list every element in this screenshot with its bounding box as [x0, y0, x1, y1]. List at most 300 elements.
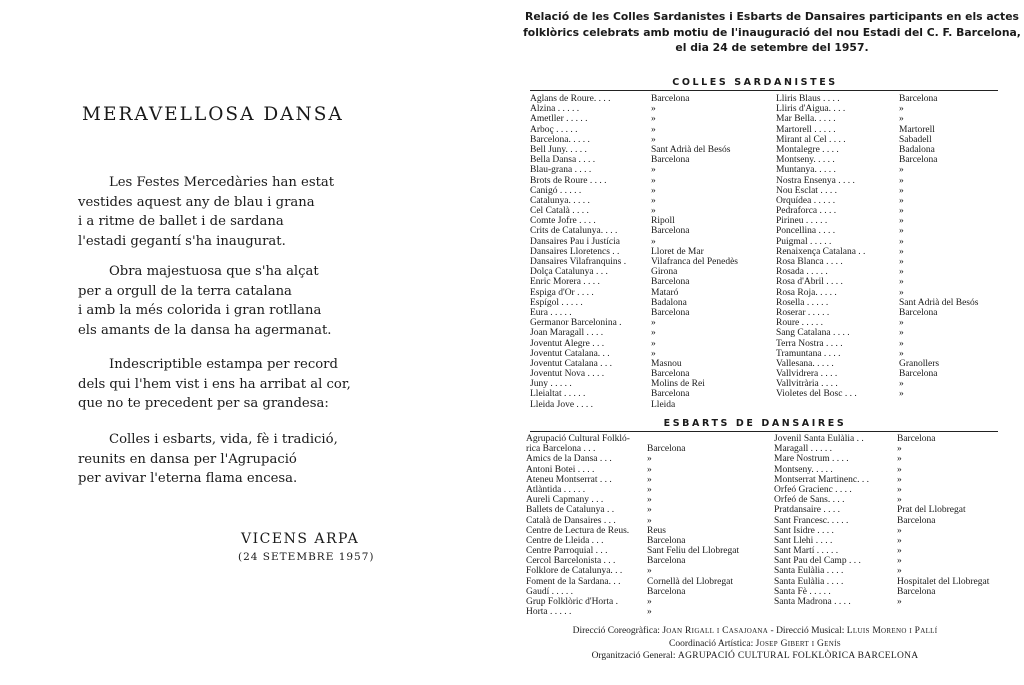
list-item [530, 308, 738, 318]
poem-line: l'estadi gegantí s'ha inaugurat. [78, 233, 286, 249]
group-place: » [651, 236, 656, 247]
list-item [530, 135, 738, 145]
list-item [776, 104, 978, 114]
list-item [526, 454, 739, 464]
list-item [526, 536, 739, 546]
program-header [520, 9, 1024, 56]
group-place: » [897, 546, 902, 557]
poem-line: Les Festes Mercedàries han estat [109, 175, 335, 190]
group-place: » [899, 195, 904, 206]
poem-line: i a ritme de ballet i de sardana [78, 214, 284, 230]
group-name: Barcelona. . . . . [530, 134, 590, 145]
list-item [774, 566, 989, 576]
group-name: Centre Parroquial . . . [526, 546, 608, 557]
list-item [526, 444, 739, 454]
group-name: Arboç . . . . . [530, 124, 578, 135]
list-item [526, 505, 739, 515]
group-place: Barcelona [651, 307, 690, 318]
group-name: Sang Catalana . . . . [776, 328, 850, 339]
list-item [530, 339, 738, 349]
group-name: Dansaires Vilafranquins . [530, 257, 627, 267]
list-item [776, 196, 978, 206]
group-place: » [651, 114, 656, 125]
list-item [526, 495, 739, 505]
group-name: Lleida Jove . . . . [530, 399, 594, 410]
group-name: Montseny. . . . . [774, 464, 833, 475]
list-item [776, 379, 978, 389]
list-item [530, 267, 738, 277]
group-name: Rosella . . . . . [776, 297, 829, 308]
group-name: Montalegre . . . . [776, 144, 839, 155]
group-place: Lleida [651, 399, 676, 410]
group-name: Alzina . . . . . [530, 104, 580, 115]
group-place: Sabadell [899, 134, 932, 145]
group-place: » [899, 216, 904, 227]
group-place: » [899, 165, 904, 176]
group-place: Barcelona [651, 226, 690, 237]
group-name: Brots de Roure . . . . [530, 175, 607, 186]
list-item [776, 135, 978, 145]
group-name: Tramuntana . . . . [776, 348, 841, 359]
list-item [774, 454, 989, 464]
list-item [530, 328, 738, 338]
list-item [530, 349, 738, 359]
group-place: » [899, 104, 904, 115]
group-name: Vallvitrària . . . . [776, 379, 838, 390]
group-place: » [897, 474, 902, 485]
group-place: » [899, 328, 904, 339]
credit-value: Josep Gibert i Genís [755, 639, 841, 649]
group-place: » [647, 515, 652, 526]
group-name: Ametller . . . . . [530, 114, 588, 125]
group-name: Sant Llehi . . . . [774, 535, 833, 546]
group-name: Centre de Lectura de Reus. [526, 525, 630, 536]
group-name: Poncellina . . . . [776, 226, 836, 237]
list-item [526, 475, 739, 485]
poem-author: VICENS ARPA [241, 531, 360, 547]
group-name: Atlàntida . . . . . [526, 484, 586, 495]
list-item [776, 206, 978, 216]
group-place: » [647, 495, 652, 506]
group-place: » [899, 348, 904, 359]
group-place: Barcelona [899, 369, 938, 380]
group-name: Mirant al Cel . . . . [776, 134, 846, 145]
list-item [774, 475, 989, 485]
list-item [776, 288, 978, 298]
list-item [530, 196, 738, 206]
list-item [776, 155, 978, 165]
credit-value: AGRUPACIÓ CULTURAL FOLKLÒRICA BARCELONA [677, 651, 919, 661]
group-name: Foment de la Sardana. . . [526, 576, 621, 587]
group-place: Barcelona [899, 155, 938, 166]
list-item [776, 328, 978, 338]
list-item [530, 389, 738, 399]
group-name: Bella Dansa . . . . [530, 155, 596, 166]
list-item [776, 339, 978, 349]
group-place: Sant Adrià del Besós [651, 144, 731, 155]
group-place: » [651, 338, 656, 349]
list-item [774, 434, 989, 444]
list-item [774, 546, 989, 556]
group-name: Amics de la Dansa . . . [526, 454, 612, 465]
group-name: Pirineu . . . . . [776, 216, 828, 227]
credit-line [520, 638, 990, 650]
group-name: Joventut Alegre . . . [530, 338, 605, 349]
group-name: Gaudí . . . . . [526, 586, 573, 597]
list-item [776, 308, 978, 318]
list-item [530, 369, 738, 379]
group-name: Juny . . . . . [530, 379, 572, 390]
group-place: » [899, 318, 904, 329]
group-name: Lleialtat . . . . . [530, 389, 586, 400]
group-name: Roure . . . . . [776, 318, 823, 329]
group-place: Ripoll [651, 216, 675, 227]
group-place: Prat del Llobregat [897, 505, 966, 516]
group-place: » [897, 464, 902, 475]
list-item [530, 288, 738, 298]
group-name: Terra Nostra . . . . [776, 338, 843, 349]
group-name: Martorell . . . . . [776, 124, 836, 135]
group-name: Sant Pau del Camp . . . [774, 556, 861, 567]
esbarts-list-right [774, 434, 989, 607]
group-place: » [897, 597, 902, 607]
list-item [776, 318, 978, 328]
list-item [526, 516, 739, 526]
group-name: Crits de Catalunya. . . . [530, 226, 618, 237]
group-name: Comte Jofre . . . . [530, 216, 596, 227]
poem-line: Indescriptible estampa per record [109, 357, 338, 372]
group-place: » [897, 495, 902, 506]
group-place: Sant Feliu del Llobregat [647, 546, 740, 557]
group-name: Orfeó de Sans. . . . [774, 495, 845, 506]
group-name: Ateneu Montserrat . . . [526, 474, 612, 485]
list-item [776, 369, 978, 379]
group-place: » [647, 566, 652, 577]
group-place: » [651, 104, 656, 115]
list-item [530, 379, 738, 389]
group-place: » [899, 206, 904, 217]
group-place: Barcelona [897, 434, 936, 444]
poem-stanza [78, 430, 338, 489]
program-page [520, 0, 1024, 685]
group-place: » [651, 195, 656, 206]
group-place: Lloret de Mar [651, 246, 704, 257]
group-place: » [899, 226, 904, 237]
list-item [776, 257, 978, 267]
list-item [530, 104, 738, 114]
list-item [530, 318, 738, 328]
group-place: Girona [651, 267, 678, 278]
group-name: Pedraforca . . . . [776, 206, 837, 217]
group-place: Granollers [899, 358, 940, 369]
list-item [774, 505, 989, 515]
list-item [526, 434, 739, 444]
group-name: Bell Juny. . . . . [530, 144, 587, 155]
group-name: Espiga d'Or . . . . [530, 287, 594, 298]
group-name: Sant Martí . . . . . [774, 546, 839, 557]
group-name: Roserar . . . . . [776, 307, 830, 318]
group-name: Nou Esclat . . . . [776, 185, 837, 196]
group-name: Montserrat Martinenc. . . [774, 474, 869, 485]
list-item [526, 546, 739, 556]
list-item [530, 94, 738, 104]
list-item [526, 526, 739, 536]
group-name: Cel Català . . . . [530, 206, 589, 217]
group-place: Barcelona [647, 556, 686, 567]
list-item [776, 176, 978, 186]
group-name: Jovenil Santa Eulàlia . . [774, 434, 864, 444]
poem-line: Colles i esbarts, vida, fè i tradició, [109, 432, 338, 447]
list-item [526, 587, 739, 597]
poem-page [0, 0, 420, 685]
group-name: Pratdansaire . . . . [774, 505, 840, 516]
group-name: Santa Eulàlia . . . . [774, 566, 844, 577]
credit-line [520, 650, 990, 662]
group-place: » [899, 267, 904, 278]
group-name: Eura . . . . . [530, 307, 572, 318]
list-item [530, 359, 738, 369]
group-name: Espígol . . . . . [530, 297, 583, 308]
group-place: » [899, 287, 904, 298]
poem-line: per a orgull de la terra catalana [78, 283, 292, 299]
group-place: » [899, 338, 904, 349]
group-place: » [899, 277, 904, 288]
poem-line: vestides aquest any de blau i grana [78, 194, 315, 210]
group-name: Orfeó Gracienc . . . . [774, 484, 852, 495]
group-name: Joventut Catalana. . . [530, 348, 610, 359]
list-item [774, 597, 989, 607]
group-name: Rosa Blanca . . . . [776, 257, 843, 267]
group-name: Joan Maragall . . . . [530, 328, 604, 339]
list-item [530, 206, 738, 216]
group-place: » [897, 525, 902, 536]
list-item [530, 165, 738, 175]
group-place: » [899, 185, 904, 196]
section-rule [530, 90, 998, 91]
group-name: Dansaires Pau i Justícia [530, 236, 620, 247]
group-place: » [897, 484, 902, 495]
group-place: » [651, 348, 656, 359]
group-name: Sant Francesc. . . . . [774, 515, 849, 526]
group-place: » [651, 175, 656, 186]
group-place: » [899, 379, 904, 390]
group-place: » [647, 597, 652, 607]
list-item [526, 577, 739, 587]
group-place: » [899, 389, 904, 400]
group-name: Centre de Lleida . . . [526, 535, 604, 546]
group-place: Mataró [651, 287, 679, 298]
group-name: Lliris Blaus . . . . [776, 94, 840, 104]
group-name: Canigó . . . . . [530, 185, 582, 196]
group-place: » [651, 206, 656, 217]
poem-line: reunits en dansa per l'Agrupació [78, 451, 297, 467]
section-rule [530, 431, 998, 432]
group-place: Barcelona [651, 277, 690, 288]
list-item [774, 587, 989, 597]
poem-date: (24 SETEMBRE 1957) [238, 551, 375, 563]
group-name: Renaixença Catalana . . [776, 246, 866, 257]
list-item [776, 114, 978, 124]
poem-line: per avivar l'eterna flama encesa. [78, 471, 298, 487]
credit-label: Direcció Coreogràfica: [572, 626, 663, 636]
group-name: Dansaires Lloretencs . . [530, 246, 620, 257]
group-place: Barcelona [647, 535, 686, 546]
group-name: Cercol Barcelonista . . . [526, 556, 616, 567]
list-item [530, 298, 738, 308]
group-place: » [897, 535, 902, 546]
group-place: Martorell [899, 124, 935, 135]
list-item [530, 176, 738, 186]
group-place: » [647, 474, 652, 485]
group-name: Català de Dansaires . . . [526, 515, 616, 526]
group-name: Germanor Barcelonina . [530, 318, 622, 329]
group-place: Barcelona [651, 369, 690, 380]
group-place: Barcelona [647, 586, 686, 597]
group-place: Badalona [651, 297, 687, 308]
list-item [530, 216, 738, 226]
group-place: Barcelona [647, 444, 686, 455]
group-name: Mare Nostrum . . . . [774, 454, 849, 465]
group-name: Blau-grana . . . . [530, 165, 592, 176]
group-place: Barcelona [651, 389, 690, 400]
group-name: Dolça Catalunya . . . [530, 267, 608, 278]
group-name: Vallvidrera . . . . [776, 369, 838, 380]
header-line: el dia 24 de setembre del 1957. [675, 41, 869, 54]
list-item [530, 145, 738, 155]
group-name: Horta . . . . . [526, 607, 572, 618]
group-place: » [897, 556, 902, 567]
poem-title: MERAVELLOSA DANSA [82, 104, 344, 125]
group-place: » [647, 464, 652, 475]
group-place: Barcelona [651, 94, 690, 104]
colles-section-title: COLLES SARDANISTES [672, 77, 838, 88]
list-item [774, 526, 989, 536]
group-name: Nostra Ensenya . . . . [776, 175, 855, 186]
group-name: Aglans de Roure. . . . [530, 94, 611, 104]
list-item [530, 226, 738, 236]
list-item [530, 114, 738, 124]
poem-line: els amants de la dansa ha agermanat. [78, 322, 332, 338]
group-place: » [899, 257, 904, 267]
poem-line: que no te precedent per sa grandesa: [78, 396, 329, 412]
group-place: » [651, 318, 656, 329]
group-place: Barcelona [897, 515, 936, 526]
header-line: folklòrics celebrats amb motiu de l'inauguració del nou Estadi del C. F. Barcelona, [523, 25, 1021, 39]
group-name: Enric Morera . . . . [530, 277, 600, 288]
group-place: Vilafranca del Penedès [651, 257, 738, 267]
list-item [530, 257, 738, 267]
group-place: Barcelona [899, 307, 938, 318]
group-name: Muntanya. . . . . [776, 165, 836, 176]
list-item [774, 444, 989, 454]
group-name: Antoni Botei . . . . [526, 464, 595, 475]
group-name: Montseny. . . . . [776, 155, 835, 166]
group-name: Puigmal . . . . . [776, 236, 832, 247]
credit-value: Joan Rigall i Casajoana [662, 626, 769, 636]
group-place: » [651, 185, 656, 196]
list-item [774, 577, 989, 587]
list-item [776, 237, 978, 247]
colles-list-left [530, 94, 738, 410]
credit-value-2: Lluis Moreno i Pallí [846, 626, 938, 636]
group-name: Vallesana. . . . . [776, 358, 834, 369]
list-item [776, 359, 978, 369]
list-item [774, 465, 989, 475]
group-place: » [647, 607, 652, 618]
group-name: Santa Fè . . . . . [774, 586, 831, 597]
poem-stanza [78, 173, 334, 251]
group-place: » [651, 165, 656, 176]
list-item [776, 226, 978, 236]
list-item [776, 165, 978, 175]
list-item [776, 389, 978, 399]
group-name: Aureli Capmany . . . [526, 495, 604, 506]
group-name: Joventut Nova . . . . [530, 369, 605, 380]
group-place: » [899, 114, 904, 125]
list-item [776, 125, 978, 135]
group-name: Rosada . . . . . [776, 267, 828, 278]
group-place: » [647, 454, 652, 465]
group-place: Cornellà del Llobregat [647, 576, 733, 587]
esbarts-list-left [526, 434, 739, 617]
group-place: Molins de Rei [651, 379, 705, 390]
group-name: Agrupació Cultural Folkló- [526, 434, 630, 444]
group-name: Maragall . . . . . [774, 444, 833, 455]
group-name: Rosa d'Abril . . . . [776, 277, 843, 288]
group-place: Badalona [899, 144, 935, 155]
header-line: Relació de les Colles Sardanistes i Esbarts de Dansaires participants en els actes [525, 10, 1019, 23]
list-item [530, 277, 738, 287]
group-place: Sant Adrià del Besós [899, 297, 979, 308]
group-place: Reus [647, 525, 666, 536]
list-item [776, 186, 978, 196]
group-place: » [897, 454, 902, 465]
group-place: » [647, 484, 652, 495]
list-item [776, 277, 978, 287]
credit-line [520, 625, 990, 637]
group-name: Rosa Roja. . . . . [776, 287, 837, 298]
group-place: Hospitalet del Llobregat [897, 576, 990, 587]
list-item [530, 237, 738, 247]
group-name: Grup Folklòric d'Horta . [526, 597, 618, 607]
group-name: Orquídea . . . . . [776, 195, 836, 206]
group-place: Barcelona [651, 155, 690, 166]
credit-label: Coordinació Artística: [669, 639, 756, 649]
colles-list-right [776, 94, 978, 400]
list-item [776, 145, 978, 155]
group-place: » [897, 444, 902, 455]
list-item [774, 556, 989, 566]
group-name: Sant Isidre . . . . [774, 525, 834, 536]
list-item [530, 125, 738, 135]
group-place: » [651, 134, 656, 145]
list-item [774, 485, 989, 495]
group-place: » [899, 175, 904, 186]
credit-label: Organització General: [591, 651, 678, 661]
list-item [530, 186, 738, 196]
poem-stanza [78, 262, 331, 340]
list-item [776, 94, 978, 104]
list-item [526, 485, 739, 495]
list-item [774, 495, 989, 505]
group-place: Masnou [651, 358, 682, 369]
list-item [526, 607, 739, 617]
group-place: Barcelona [897, 586, 936, 597]
group-place: » [651, 124, 656, 135]
group-name: Santa Eulàlia . . . . [774, 576, 844, 587]
poem-line: i amb la més colorida i gran rotllana [78, 303, 322, 319]
group-name: Joventut Catalana . . . [530, 358, 613, 369]
